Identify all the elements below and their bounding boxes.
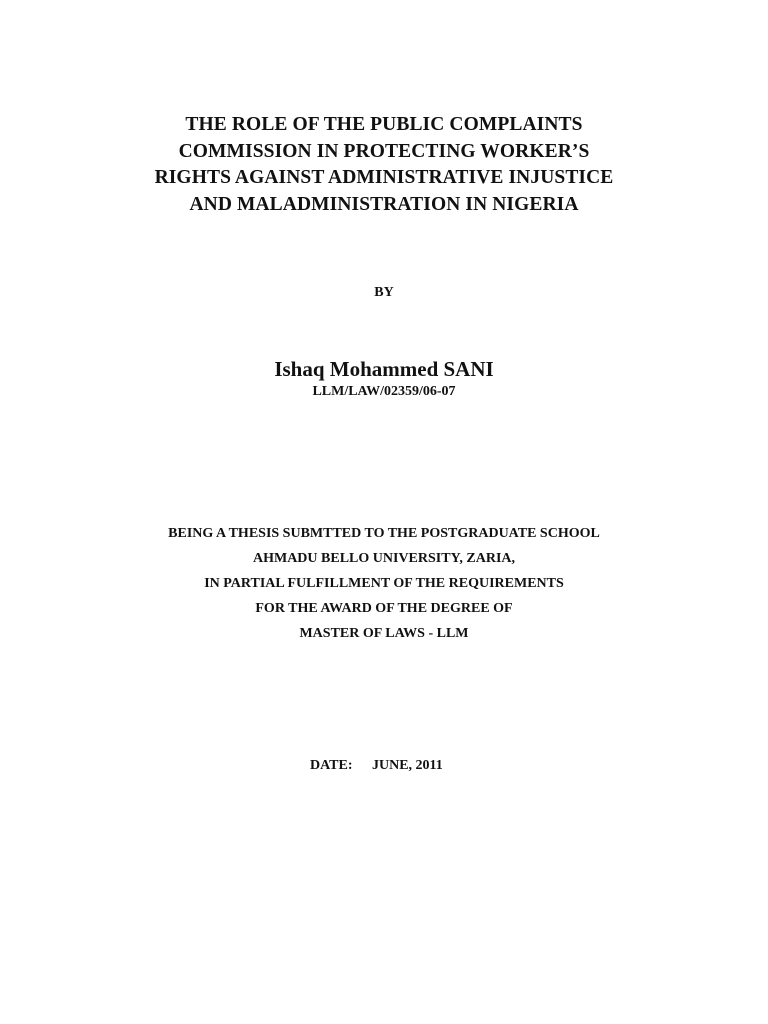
date-value: JUNE, 2011	[372, 758, 443, 773]
thesis-title-line: RIGHTS AGAINST ADMINISTRATIVE INJUSTICE	[154, 167, 614, 188]
submission-date	[310, 757, 443, 775]
thesis-title	[0, 112, 768, 218]
statement-line: IN PARTIAL FULFILLMENT OF THE REQUIREMENTS	[204, 576, 564, 591]
by-label: BY	[374, 285, 394, 300]
thesis-title-line: COMMISSION IN PROTECTING WORKER’S	[178, 140, 590, 162]
registration-number: LLM/LAW/02359/06-07	[312, 384, 456, 399]
date-label: DATE:	[310, 758, 353, 773]
submission-statement	[0, 521, 768, 646]
statement-line: BEING A THESIS SUBMTTED TO THE POSTGRADUATE SCHOOL	[168, 526, 600, 541]
author-name: Ishaq Mohammed SANI	[274, 357, 494, 381]
statement-line: MASTER OF LAWS - LLM	[299, 626, 469, 641]
statement-line: AHMADU BELLO UNIVERSITY, ZARIA,	[252, 551, 516, 566]
thesis-title-line: AND MALADMINISTRATION IN NIGERIA	[189, 193, 579, 215]
thesis-title-line: THE ROLE OF THE PUBLIC COMPLAINTS	[185, 114, 583, 135]
statement-line: FOR THE AWARD OF THE DEGREE OF	[255, 601, 513, 616]
